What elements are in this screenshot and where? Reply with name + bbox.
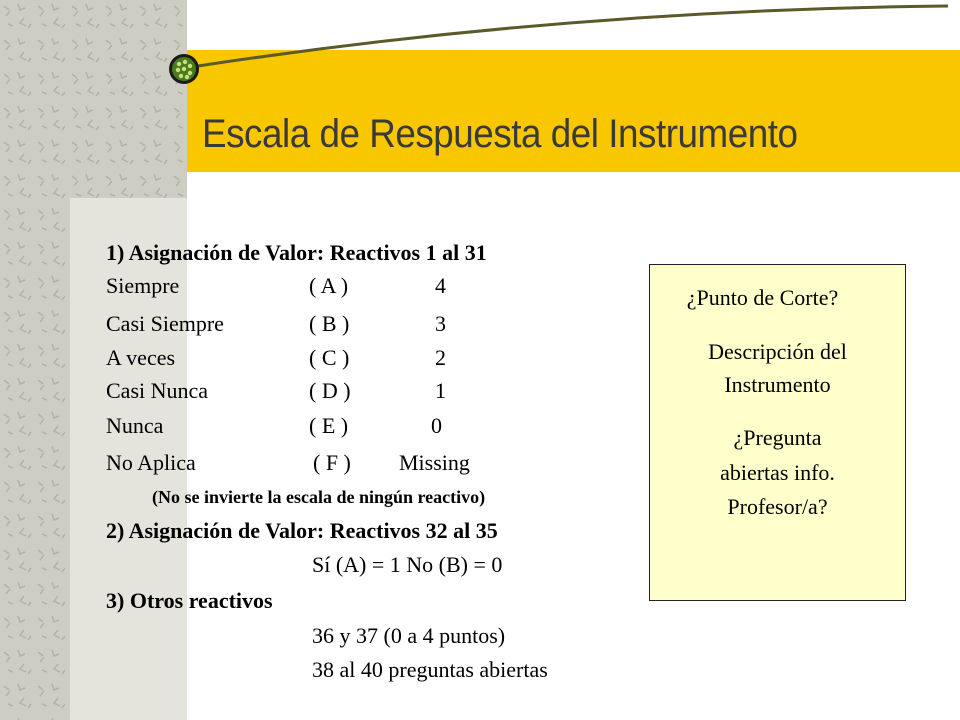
scale-code: ( A ) [309,273,349,298]
decorative-curve [0,0,960,120]
notes-line: abiertas info. [720,460,835,485]
section2-heading: 2) Asignación de Valor: Reactivos 32 al 35 [106,518,498,543]
section3-heading: 3) Otros reactivos [106,588,273,613]
scale-code: ( D ) [309,378,351,403]
notes-line: Instrumento [724,372,831,397]
scale-label: Siempre [106,273,180,298]
notes-line: Profesor/a? [727,494,828,519]
scale-value: 3 [435,311,446,336]
scale-value: 4 [435,273,446,298]
scale-label: Nunca [106,413,164,438]
section2-detail: Sí (A) = 1 No (B) = 0 [312,552,503,577]
scale-label: No Aplica [106,450,196,475]
slide-title: Escala de Respuesta del Instrumento [202,112,798,156]
section3-item: 36 y 37 (0 a 4 puntos) [312,623,506,648]
scale-code: ( B ) [309,311,350,336]
scale-value: Missing [399,450,470,475]
scale-value: 2 [435,345,446,370]
section1-heading: 1) Asignación de Valor: Reactivos 1 al 31 [106,240,487,265]
notes-line: ¿Punto de Corte? [686,285,839,310]
scale-label: Casi Siempre [106,311,224,336]
section3-item: 38 al 40 preguntas abiertas [312,657,548,682]
bullet-dot-icon [168,53,200,85]
scale-label: A veces [106,345,176,370]
scale-code: ( C ) [309,345,350,370]
scale-value: 1 [435,378,446,403]
scale-code: ( E ) [309,413,349,438]
scale-code: ( F ) [313,450,351,475]
notes-line: ¿Pregunta [733,425,822,450]
notes-line: Descripción del [708,339,847,364]
scale-value: 0 [431,413,442,438]
scale-note: (No se invierte la escala de ningún reactivo) [152,487,486,507]
scale-label: Casi Nunca [106,378,209,403]
notes-box [649,264,906,601]
